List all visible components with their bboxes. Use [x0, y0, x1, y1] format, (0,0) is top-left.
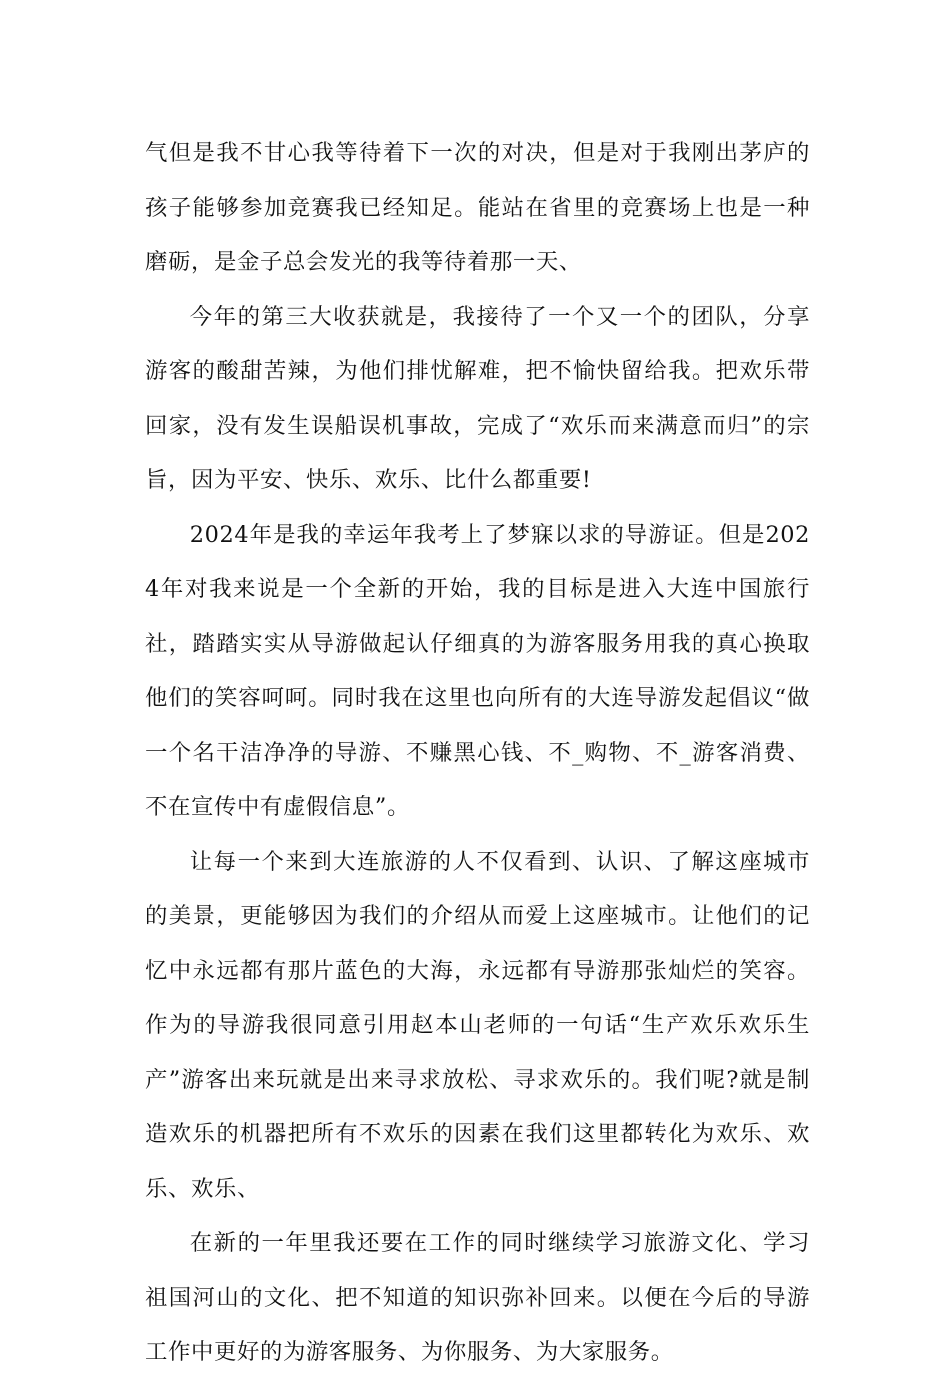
paragraph-continuation: 气但是我不甘心我等待着下一次的对决，但是对于我刚出茅庐的孩子能够参加竞赛我已经知足。能站在省里的竞赛场上也是一种磨砺，是金子总会发光的我等待着那一天、	[145, 140, 810, 275]
paragraph-new-year-plan: 在新的一年里我还要在工作的同时继续学习旅游文化、学习祖国河山的文化、把不知道的知识弥补回来。以便在今后的导游工作中更好的为游客服务、为你服务、为大家服务。	[145, 1230, 810, 1365]
paragraph-third-harvest: 今年的第三大收获就是，我接待了一个又一个的团队，分享游客的酸甜苦辣，为他们排忧解难，把不愉快留给我。把欢乐带回家，没有发生误船误机事故，完成了“欢乐而来满意而归”的宗旨，因为平安、快乐、欢乐、比什么都重要!	[145, 303, 810, 493]
document-body	[145, 126, 810, 1380]
paragraph-city-visitors: 让每一个来到大连旅游的人不仅看到、认识、了解这座城市的美景，更能够因为我们的介绍从而爱上这座城市。让他们的记忆中永远都有那片蓝色的大海，永远都有导游那张灿烂的笑容。作为的导游我很同意引用赵本山老师的一句话“生产欢乐欢乐生产”游客出来玩就是出来寻求放松、寻求欢乐的。我们呢?就是制造欢乐的机器把所有不欢乐的因素在我们这里都转化为欢乐、欢乐、欢乐、	[145, 848, 810, 1202]
paragraph-lucky-year: 2024年是我的幸运年我考上了梦寐以求的导游证。但是2024年对我来说是一个全新的开始，我的目标是进入大连中国旅行社，踏踏实实从导游做起认仔细真的为游客服务用我的真心换取他们的笑容呵呵。同时我在这里也向所有的大连导游发起倡议“做一个名干洁净净的导游、不赚黑心钱、不_购物、不_游客消费、不在宣传中有虚假信息”。	[145, 521, 810, 820]
